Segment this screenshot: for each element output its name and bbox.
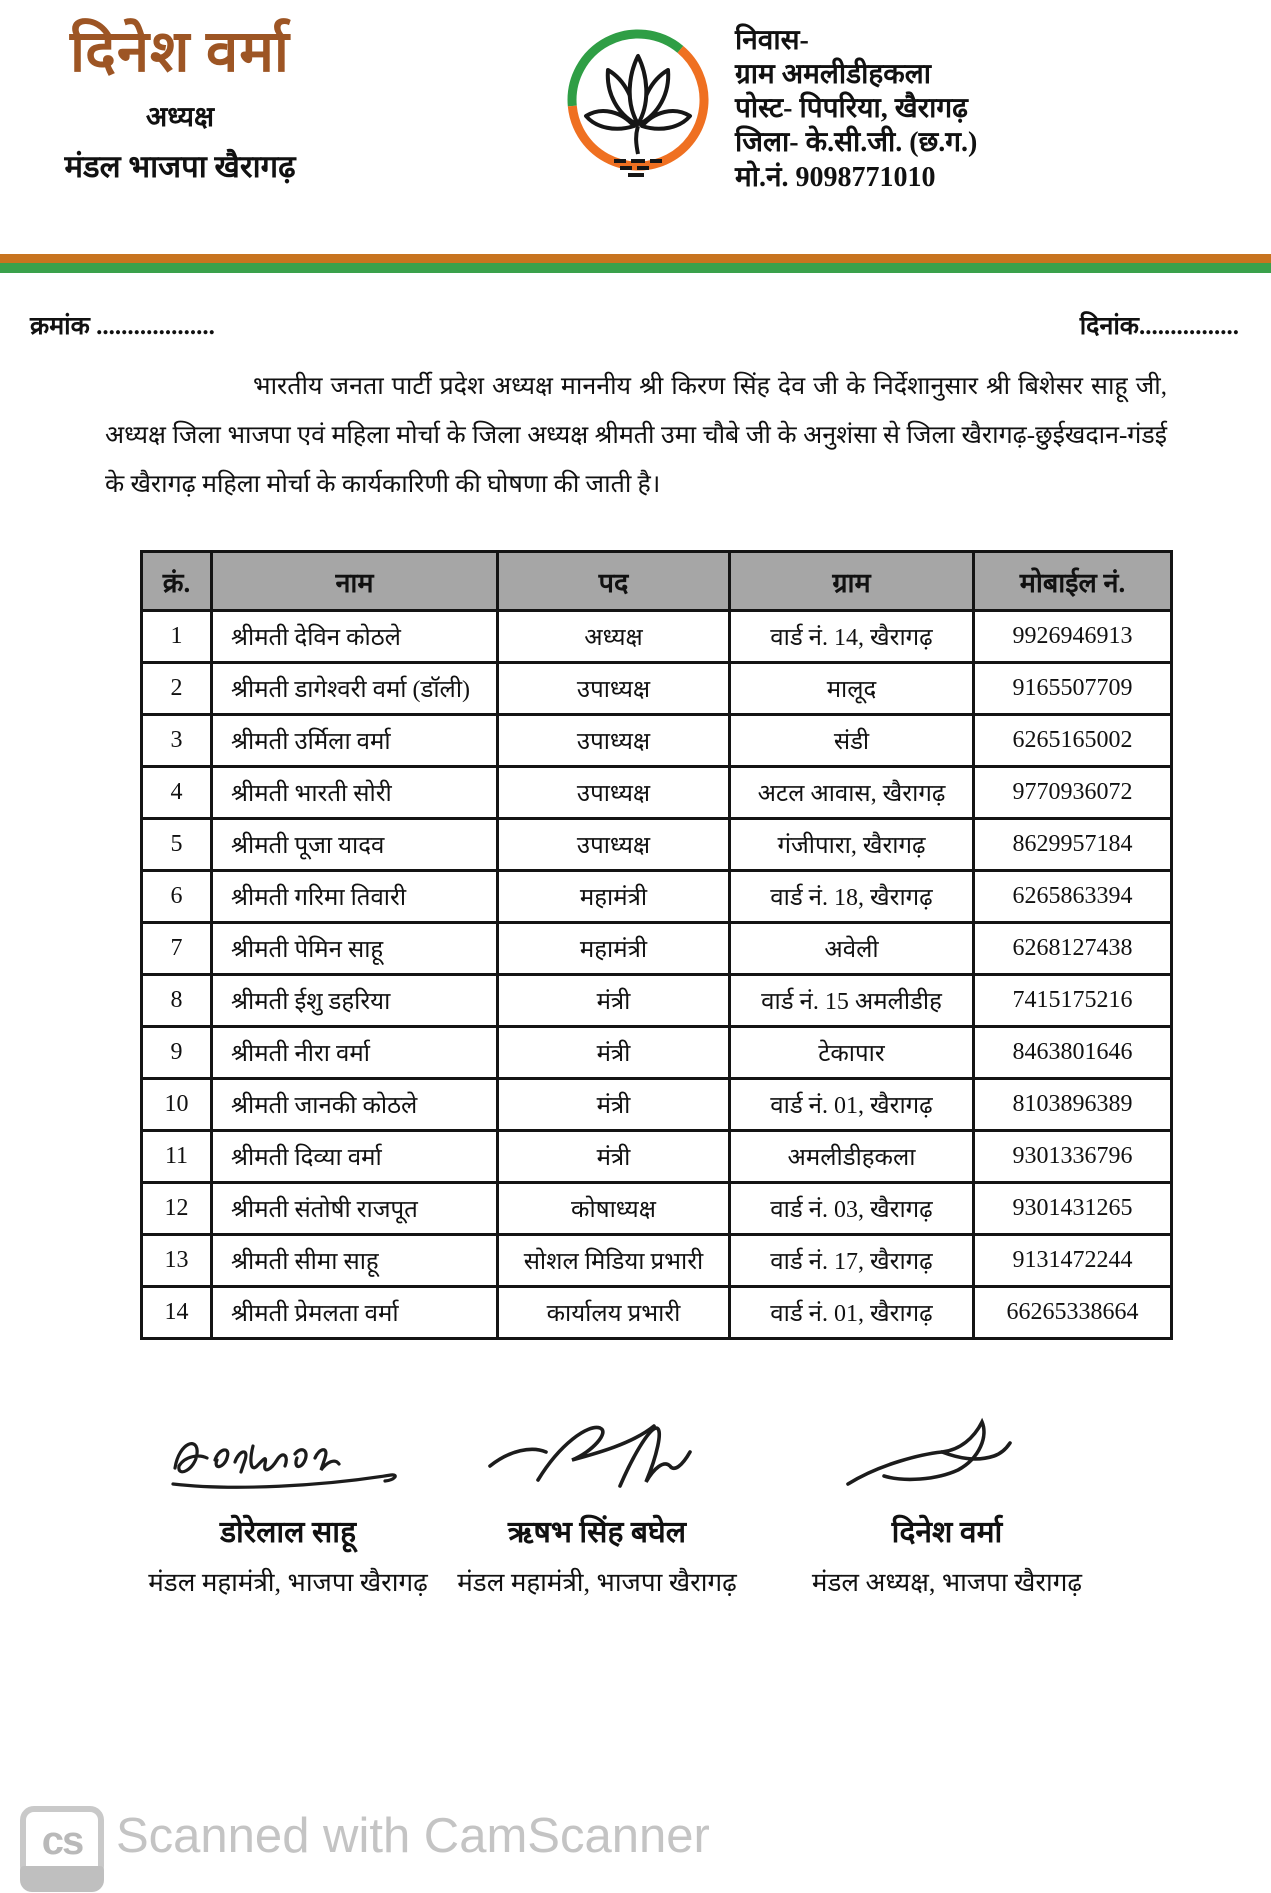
letterhead-address xyxy=(735,24,1065,195)
cell-serial: 6 xyxy=(142,871,212,923)
date-field: दिनांक................ xyxy=(1079,313,1239,340)
serial-number-field: क्रमांक ................... xyxy=(30,313,215,340)
bjp-logo xyxy=(558,20,718,180)
cell-village: मालूद xyxy=(730,663,974,715)
table-row xyxy=(142,1183,1172,1235)
signature-block-3 xyxy=(752,1412,1142,1599)
letterhead-name: दिनेश वर्मा xyxy=(70,19,290,84)
camscanner-badge-icon xyxy=(20,1806,104,1880)
cell-serial: 7 xyxy=(142,923,212,975)
cell-mobile: 8463801646 xyxy=(974,1027,1172,1079)
cell-village: वार्ड नं. 17, खैरागढ़ xyxy=(730,1235,974,1287)
cell-post: कार्यालय प्रभारी xyxy=(498,1287,730,1339)
signatory-role: मंडल महामंत्री, भाजपा खैरागढ़ xyxy=(457,1568,737,1597)
cell-village: गंजीपारा, खैरागढ़ xyxy=(730,819,974,871)
cell-post: उपाध्यक्ष xyxy=(498,715,730,767)
table-row xyxy=(142,1131,1172,1183)
cell-name: श्रीमती प्रेमलता वर्मा xyxy=(212,1287,498,1339)
table-row xyxy=(142,975,1172,1027)
address-line: पोस्ट- पिपरिया, खैरागढ़ xyxy=(735,93,968,125)
cell-name: श्रीमती भारती सोरी xyxy=(212,767,498,819)
camscanner-watermark-text: Scanned with CamScanner xyxy=(116,1809,710,1863)
cell-post: उपाध्यक्ष xyxy=(498,767,730,819)
table-row xyxy=(142,715,1172,767)
intro-paragraph: भारतीय जनता पार्टी प्रदेश अध्यक्ष माननीय श्री किरण सिंह देव जी के निर्देशानुसार श्री बिशेसर साहू जी, अध्यक्ष जिला भाजपा एवं महिला मोर्चा के जिला अध्यक्ष श्रीमती उमा चौबे जी के अनुशंसा से जिला खैरागढ़-छुईखदान-गंडई के खैरागढ़ महिला मोर्चा के कार्यकारिणी की घोषणा की जाती है। xyxy=(105,373,1167,498)
cell-post: उपाध्यक्ष xyxy=(498,819,730,871)
cell-serial: 1 xyxy=(142,611,212,663)
cell-serial: 13 xyxy=(142,1235,212,1287)
signature-scrawl-icon xyxy=(482,1414,712,1504)
cell-serial: 3 xyxy=(142,715,212,767)
table-row xyxy=(142,767,1172,819)
cell-name: श्रीमती देविन कोठले xyxy=(212,611,498,663)
header-serial: क्रं. xyxy=(142,552,212,611)
camscanner-badge-letters: cs xyxy=(41,1819,83,1863)
address-line: मो.नं. 9098771010 xyxy=(735,161,936,193)
signatory-name: ऋषभ सिंह बघेल xyxy=(507,1516,687,1549)
cell-mobile: 6268127438 xyxy=(974,923,1172,975)
letterhead-title: अध्यक्ष xyxy=(145,101,215,133)
cell-mobile: 8103896389 xyxy=(974,1079,1172,1131)
cell-mobile: 66265338664 xyxy=(974,1287,1172,1339)
committee-table-body xyxy=(142,611,1172,1339)
cell-name: श्रीमती जानकी कोठले xyxy=(212,1079,498,1131)
committee-table-header xyxy=(142,552,1172,611)
cell-village: वार्ड नं. 18, खैरागढ़ xyxy=(730,871,974,923)
cell-post: अध्यक्ष xyxy=(498,611,730,663)
header-name: नाम xyxy=(212,552,498,611)
signatory-role: मंडल महामंत्री, भाजपा खैरागढ़ xyxy=(148,1568,428,1597)
letterhead-left xyxy=(40,19,320,187)
divider-bar-green xyxy=(0,263,1271,273)
cell-serial: 12 xyxy=(142,1183,212,1235)
cell-name: श्रीमती उर्मिला वर्मा xyxy=(212,715,498,767)
cell-village: अवेली xyxy=(730,923,974,975)
header-village: ग्राम xyxy=(730,552,974,611)
signatory-role: मंडल अध्यक्ष, भाजपा खैरागढ़ xyxy=(811,1568,1083,1597)
table-row xyxy=(142,1079,1172,1131)
cell-serial: 8 xyxy=(142,975,212,1027)
cell-post: मंत्री xyxy=(498,1079,730,1131)
table-row xyxy=(142,819,1172,871)
cell-mobile: 9165507709 xyxy=(974,663,1172,715)
cell-village: संडी xyxy=(730,715,974,767)
signatory-name: दिनेश वर्मा xyxy=(891,1516,1003,1549)
cell-mobile: 9926946913 xyxy=(974,611,1172,663)
table-row xyxy=(142,663,1172,715)
cell-name: श्रीमती संतोषी राजपूत xyxy=(212,1183,498,1235)
committee-table xyxy=(140,550,1173,1340)
cell-mobile: 9301336796 xyxy=(974,1131,1172,1183)
cell-post: मंत्री xyxy=(498,1027,730,1079)
cell-village: वार्ड नं. 01, खैरागढ़ xyxy=(730,1287,974,1339)
cell-serial: 4 xyxy=(142,767,212,819)
cell-mobile: 8629957184 xyxy=(974,819,1172,871)
cell-serial: 11 xyxy=(142,1131,212,1183)
cell-serial: 10 xyxy=(142,1079,212,1131)
signatory-name: डोरेलाल साहू xyxy=(219,1516,357,1549)
cell-mobile: 9770936072 xyxy=(974,767,1172,819)
cell-post: महामंत्री xyxy=(498,871,730,923)
divider-bar-orange xyxy=(0,254,1271,263)
letterhead-organization: मंडल भाजपा खैरागढ़ xyxy=(64,148,296,184)
cell-mobile: 9131472244 xyxy=(974,1235,1172,1287)
cell-village: वार्ड नं. 03, खैरागढ़ xyxy=(730,1183,974,1235)
cell-post: उपाध्यक्ष xyxy=(498,663,730,715)
cell-village: वार्ड नं. 01, खैरागढ़ xyxy=(730,1079,974,1131)
cell-post: मंत्री xyxy=(498,1131,730,1183)
cell-name: श्रीमती पूजा यादव xyxy=(212,819,498,871)
cell-mobile: 9301431265 xyxy=(974,1183,1172,1235)
signature-scrawl-icon xyxy=(163,1424,413,1504)
cell-name: श्रीमती ईशु डहरिया xyxy=(212,975,498,1027)
cell-name: श्रीमती दिव्या वर्मा xyxy=(212,1131,498,1183)
cell-post: सोशल मिडिया प्रभारी xyxy=(498,1235,730,1287)
table-row xyxy=(142,1235,1172,1287)
address-line: ग्राम अमलीडीहकला xyxy=(735,59,932,91)
cell-post: मंत्री xyxy=(498,975,730,1027)
cell-serial: 9 xyxy=(142,1027,212,1079)
cell-name: श्रीमती सीमा साहू xyxy=(212,1235,498,1287)
table-row xyxy=(142,923,1172,975)
cell-name: श्रीमती नीरा वर्मा xyxy=(212,1027,498,1079)
cell-post: महामंत्री xyxy=(498,923,730,975)
cell-village: वार्ड नं. 14, खैरागढ़ xyxy=(730,611,974,663)
cell-serial: 2 xyxy=(142,663,212,715)
cell-village: टेकापार xyxy=(730,1027,974,1079)
address-line: निवास- xyxy=(735,25,809,56)
signature-scrawl-icon xyxy=(832,1414,1062,1504)
address-line: जिला- के.सी.जी. (छ.ग.) xyxy=(735,127,978,159)
table-row xyxy=(142,871,1172,923)
cell-village: वार्ड नं. 15 अमलीडीह xyxy=(730,975,974,1027)
lotus-icon xyxy=(558,20,718,180)
cell-post: कोषाध्यक्ष xyxy=(498,1183,730,1235)
cell-village: अटल आवास, खैरागढ़ xyxy=(730,767,974,819)
cell-name: श्रीमती पेमिन साहू xyxy=(212,923,498,975)
cell-village: अमलीडीहकला xyxy=(730,1131,974,1183)
cell-mobile: 6265863394 xyxy=(974,871,1172,923)
cell-serial: 14 xyxy=(142,1287,212,1339)
table-row xyxy=(142,1287,1172,1339)
signature-block-2 xyxy=(412,1412,782,1599)
table-row xyxy=(142,611,1172,663)
header-mobile: मोबाईल नं. xyxy=(974,552,1172,611)
header-post: पद xyxy=(498,552,730,611)
table-row xyxy=(142,1027,1172,1079)
cell-name: श्रीमती डागेश्वरी वर्मा (डॉली) xyxy=(212,663,498,715)
cell-name: श्रीमती गरिमा तिवारी xyxy=(212,871,498,923)
cell-mobile: 7415175216 xyxy=(974,975,1172,1027)
cell-mobile: 6265165002 xyxy=(974,715,1172,767)
cell-serial: 5 xyxy=(142,819,212,871)
camscanner-badge-base xyxy=(20,1866,104,1892)
